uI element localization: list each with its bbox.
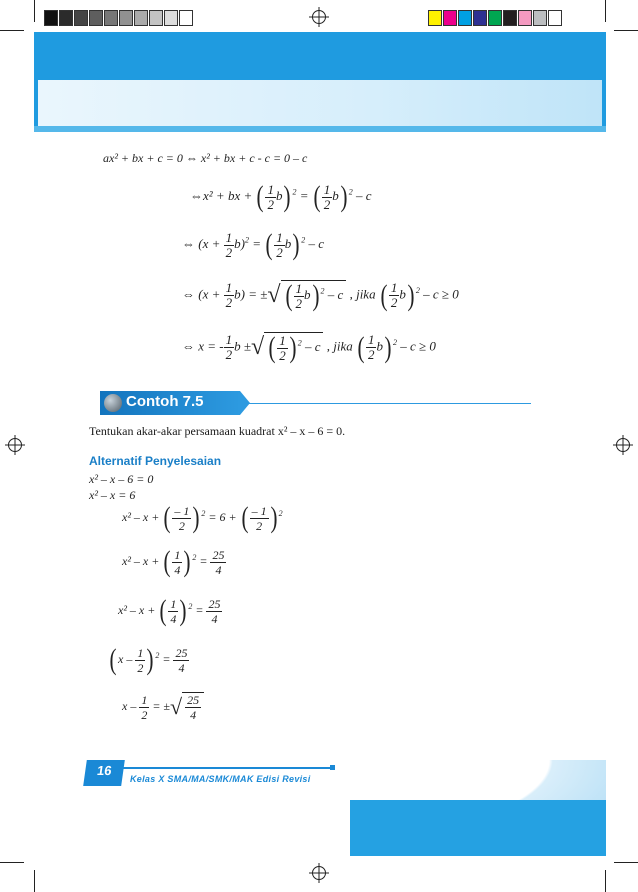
- example-badge-icon: [104, 394, 122, 412]
- fraction-denominator: 4: [174, 562, 181, 577]
- example-header-rule: [248, 403, 531, 404]
- crop-mark: [34, 0, 35, 22]
- fraction-numerator: 1: [174, 547, 181, 562]
- gray-swatch: [59, 10, 73, 26]
- derivation-line-2: ⇔x² + bx + ( $\frac{1}{2}$ b) $^2$ = ( $\frac{1}{2}$ b) $^2$ – c: [190, 180, 372, 213]
- solution-step-5: x² – x + ( $\frac{1}{4}$ ) $^2$ = $\frac{25}{4}$: [118, 594, 221, 627]
- fraction-denominator: 2: [141, 707, 148, 722]
- registration-mark-icon: [312, 10, 326, 24]
- fraction-denominator: 2: [267, 196, 274, 212]
- derivation-text: – c ≥ 0: [423, 286, 459, 302]
- step-text: x –: [122, 698, 137, 713]
- fraction-numerator: 1: [137, 645, 144, 660]
- variable: b: [332, 187, 339, 203]
- crop-mark: [614, 862, 638, 863]
- derivation-text: ax² + bx + c = 0 ⇔ x² + bx + c - c = 0 – c: [103, 151, 308, 165]
- fraction-numerator: 25: [212, 547, 225, 562]
- footer-rule: [123, 767, 333, 769]
- fraction-denominator: 2: [178, 518, 185, 533]
- fraction-denominator: 2: [323, 196, 331, 212]
- gray-swatch: [164, 10, 178, 26]
- derivation-text: , jika: [326, 338, 353, 354]
- fraction-denominator: 4: [178, 660, 185, 675]
- derivation-text: ⇔x² + bx +: [190, 187, 253, 203]
- variable: b: [234, 286, 241, 302]
- fraction-numerator: 25: [187, 693, 200, 707]
- fraction-numerator: 1: [225, 280, 233, 295]
- solution-step-4: x² – x + ( $\frac{1}{4}$ ) $^2$ = $\frac{25}{4}$: [122, 545, 225, 578]
- derivation-text: – c: [356, 187, 372, 203]
- solution-step-2: x² – x = 6: [89, 488, 136, 502]
- footer-decoration-band: [350, 800, 606, 856]
- fraction-numerator: 1: [276, 229, 283, 245]
- crop-mark: [605, 0, 606, 22]
- crop-mark: [34, 870, 35, 892]
- derivation-text: ⇔ x = -: [182, 338, 224, 354]
- fraction-numerator: 1: [225, 229, 233, 245]
- derivation-text: ⇔ (x +: [182, 235, 221, 251]
- gray-swatch: [74, 10, 88, 26]
- gray-swatch: [104, 10, 118, 26]
- variable: b: [234, 235, 241, 251]
- fraction-denominator: 2: [390, 295, 398, 310]
- step-text: x² – x +: [122, 509, 160, 524]
- solution-step-3: x² – x + ( $\frac{- 1}{2}$ ) $^2$ = 6 + ( $\frac{- 1}{2}$ ) $^2$: [122, 501, 283, 534]
- derivation-text: , jika: [349, 286, 376, 302]
- fraction-denominator: 2: [279, 347, 286, 363]
- variable: b: [284, 235, 292, 251]
- fraction-numerator: 25: [208, 596, 221, 611]
- fraction-numerator: 25: [175, 645, 188, 660]
- step-text: = 6 +: [208, 509, 237, 524]
- variable: b: [304, 286, 311, 302]
- color-swatch: [428, 10, 442, 26]
- crop-mark: [0, 862, 24, 863]
- solution-title: Alternatif Penyelesaian: [89, 454, 222, 468]
- example-question: Tentukan akar-akar persamaan kuadrat x² – x – 6 = 0.: [89, 424, 346, 438]
- fraction-numerator: 1: [323, 181, 331, 197]
- derivation-line-1: [103, 151, 307, 166]
- fraction-denominator: 2: [276, 244, 283, 260]
- fraction-numerator: 1: [367, 332, 375, 347]
- variable: b: [376, 338, 383, 354]
- color-swatch: [473, 10, 487, 26]
- fraction-numerator: – 1: [174, 503, 190, 518]
- variable: b: [234, 338, 241, 354]
- footer-rule-end: [330, 765, 335, 770]
- step-text: = ±: [152, 698, 171, 713]
- color-swatch: [533, 10, 547, 26]
- fraction-denominator: 4: [190, 708, 197, 722]
- derivation-text: ⇔ (x +: [182, 286, 221, 302]
- registration-mark-icon: [616, 438, 630, 452]
- step-text: x² – x +: [122, 553, 160, 568]
- derivation-text: – c: [304, 338, 321, 354]
- fraction-denominator: 2: [225, 347, 233, 362]
- crop-mark: [0, 30, 24, 31]
- gray-swatch: [179, 10, 193, 26]
- fraction-numerator: 1: [141, 692, 148, 707]
- registration-mark-icon: [8, 438, 22, 452]
- header-banner-highlight: [38, 80, 602, 126]
- crop-mark: [605, 870, 606, 892]
- fraction-denominator: 2: [137, 660, 144, 675]
- fraction-denominator: 2: [367, 347, 375, 362]
- step-text: x² – x +: [118, 602, 156, 617]
- derivation-line-3: ⇔ (x + $\frac{1}{2}$ b)$^2$ = ( $\frac{1}{2}$ b) $^2$ – c: [182, 228, 325, 261]
- derivation-text: – c ≥ 0: [400, 338, 436, 354]
- gray-swatch: [134, 10, 148, 26]
- solution-step-7: x – $\frac{1}{2}$ = ±√ $\frac{25}{4}$: [122, 692, 204, 722]
- step-text: x –: [118, 651, 133, 666]
- crop-mark: [614, 30, 638, 31]
- page-number: 16: [83, 760, 125, 786]
- solution-step-1: x² – x – 6 = 0: [89, 472, 154, 486]
- header-banner-edge: [34, 126, 606, 132]
- fraction-numerator: 1: [267, 181, 274, 197]
- derivation-text: – c: [308, 235, 325, 251]
- book-title: Kelas X SMA/MA/SMK/MAK Edisi Revisi: [130, 774, 311, 784]
- gray-swatch: [89, 10, 103, 26]
- variable: b: [275, 187, 283, 203]
- derivation-text: – c: [327, 286, 344, 302]
- color-swatch: [518, 10, 532, 26]
- fraction-denominator: 4: [215, 562, 222, 577]
- derivation-line-4: ⇔ (x + $\frac{1}{2}$ b) = ±√ ( $\frac{1}{2}$ b) $^2$ – c , jika ( $\frac{1}{2}$ b) $^2$ – c ≥ 0: [182, 278, 459, 312]
- fraction-denominator: 2: [295, 295, 303, 311]
- gray-swatch: [119, 10, 133, 26]
- fraction-denominator: 4: [211, 611, 218, 626]
- fraction-denominator: 2: [225, 244, 233, 260]
- color-swatch: [488, 10, 502, 26]
- variable: b: [399, 286, 406, 302]
- fraction-numerator: 1: [170, 596, 177, 611]
- gray-swatch: [44, 10, 58, 26]
- color-swatch: [443, 10, 457, 26]
- fraction-denominator: 4: [170, 611, 177, 626]
- fraction-numerator: 1: [225, 332, 233, 347]
- fraction-numerator: 1: [390, 280, 398, 295]
- fraction-numerator: 1: [279, 332, 286, 348]
- solution-step-6: ( x – $\frac{1}{2}$ ) $^2$ = $\frac{25}{4}$: [109, 643, 188, 676]
- fraction-denominator: 2: [256, 518, 263, 533]
- example-title: Contoh 7.5: [126, 393, 204, 410]
- gray-swatch: [149, 10, 163, 26]
- fraction-numerator: – 1: [251, 503, 267, 518]
- registration-mark-icon: [312, 866, 326, 880]
- fraction-denominator: 2: [225, 295, 233, 310]
- color-swatch: [548, 10, 562, 26]
- derivation-line-5: ⇔ x = - $\frac{1}{2}$ b ±√ ( $\frac{1}{2}$ ) $^2$ – c , jika ( $\frac{1}{2}$ b) $^2$ – c ≥ 0: [182, 330, 436, 364]
- fraction-numerator: 1: [295, 280, 303, 296]
- color-swatch: [458, 10, 472, 26]
- color-swatch: [503, 10, 517, 26]
